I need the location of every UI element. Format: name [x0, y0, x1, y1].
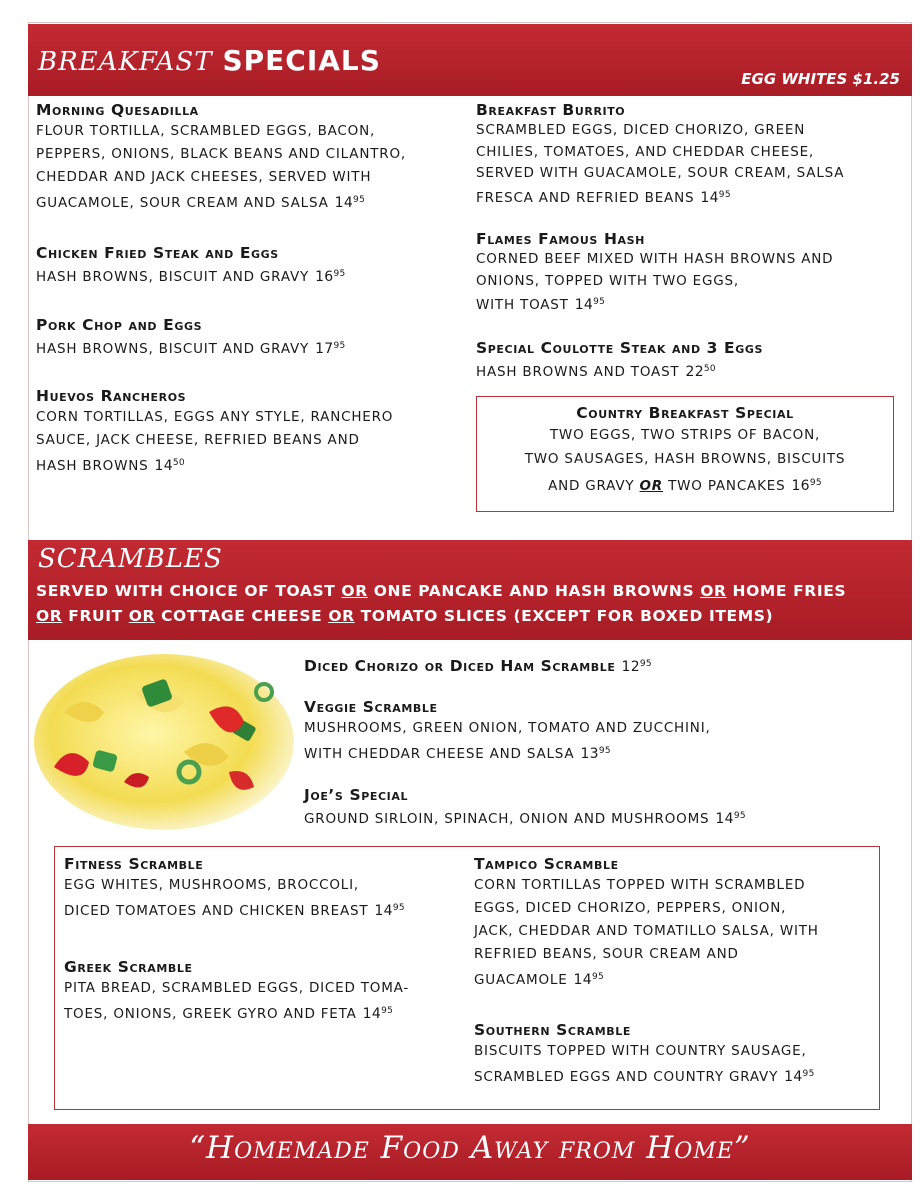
item-description: HASH BROWNS AND TOAST $22^{50}$ [476, 364, 716, 380]
item-price: $14^{95}$ [374, 903, 405, 919]
item-description: CORN TORTILLAS, EGGS ANY STYLE, RANCHERO SAUCE, JACK CHEESE, REFRIED BEANS AND HASH BROWNS $14^{50}$ [36, 409, 394, 474]
item-description: SCRAMBLED EGGS, DICED CHORIZO, GREEN CHILIES, TOMATOES, AND CHEDDAR CHEESE, SERVED WITH GUACAMOLE, SOUR CREAM, SALSA FRESCA AND REFRIED BEANS $14^{95}$ [476, 122, 845, 206]
item-name: Country Breakfast Special [576, 404, 794, 422]
item-name: Special Coulotte Steak and 3 Eggs [476, 339, 764, 357]
item-description: PITA BREAD, SCRAMBLED EGGS, DICED TOMA- TOES, ONIONS, GREEK GYRO AND FETA $14^{95}$ [64, 980, 410, 1022]
menu-item-tampico-scramble [474, 854, 819, 992]
item-description: HASH BROWNS, BISCUIT AND GRAVY $17^{95}$ [36, 341, 346, 357]
slogan: “Homemade Food Away from Home” [189, 1130, 751, 1166]
item-price: $14^{95}$ [334, 195, 366, 211]
item-price: $22^{50}$ [685, 364, 716, 380]
country-breakfast-special-box [476, 396, 894, 512]
scramble-food-photo [34, 652, 296, 832]
item-price: $14^{95}$ [573, 972, 605, 988]
item-name: Breakfast Burrito [476, 101, 626, 119]
menu-item-chicken-fried-steak [36, 243, 346, 289]
menu-item-morning-quesadilla [36, 100, 406, 215]
slogan-band [28, 1124, 912, 1180]
breakfast-specials-title: BREAKFAST SPECIALS [38, 44, 381, 77]
scrambles-subtitle-line-2: OR FRUIT OR COTTAGE CHEESE OR TOMATO SLICES (EXCEPT FOR BOXED ITEMS) [36, 607, 774, 625]
item-description: BISCUITS TOPPED WITH COUNTRY SAUSAGE, SCRAMBLED EGGS AND COUNTRY GRAVY $14^{95}$ [474, 1043, 815, 1085]
item-name: Huevos Rancheros [36, 387, 187, 405]
item-name: Fitness Scramble [64, 855, 204, 873]
item-description: GROUND SIRLOIN, SPINACH, ONION AND MUSHROOMS $14^{95}$ [304, 811, 746, 827]
item-name: Morning Quesadilla [36, 101, 199, 119]
item-name: Veggie Scramble [304, 698, 438, 716]
scrambles-title: SCRAMBLES [38, 544, 223, 574]
menu-item-coulotte-steak [476, 338, 763, 384]
menu-item-southern-scramble [474, 1020, 815, 1089]
menu-item-huevos-rancheros [36, 386, 393, 478]
item-price: $14^{95}$ [574, 297, 606, 313]
item-description: CORNED BEEF MIXED WITH HASH BROWNS AND ONIONS, TOPPED WITH TWO EGGS, WITH TOAST $14^{95}$ [476, 251, 834, 313]
item-description: FLOUR TORTILLA, SCRAMBLED EGGS, BACON, PEPPERS, ONIONS, BLACK BEANS AND CILANTRO, CHEDDAR AND JACK CHEESES, SERVED WITH GUACAMOLE, SOUR CREAM AND SALSA $14^{95}$ [36, 123, 406, 211]
item-description: HASH BROWNS, BISCUIT AND GRAVY $16^{95}$ [36, 269, 346, 285]
menu-item-greek-scramble [64, 957, 409, 1026]
item-price: $14^{95}$ [715, 811, 746, 827]
menu-item-flames-famous-hash [476, 229, 833, 317]
item-description: MUSHROOMS, GREEN ONION, TOMATO AND ZUCCHINI, WITH CHEDDAR CHEESE AND SALSA $13^{95}$ [304, 720, 711, 762]
item-price: $17^{95}$ [315, 341, 346, 357]
item-name: Flames Famous Hash [476, 230, 645, 248]
item-price: $14^{95}$ [700, 189, 731, 206]
egg-whites-note: EGG WHITES $1.25 [741, 70, 900, 88]
scrambles-subtitle-line-1: SERVED WITH CHOICE OF TOAST OR ONE PANCAKE AND HASH BROWNS OR HOME FRIES [36, 582, 847, 600]
item-description: TWO EGGS, TWO STRIPS OF BACON, TWO SAUSAGES, HASH BROWNS, BISCUITS AND GRAVY OR TWO PANCAKES $16^{95}$ [524, 427, 846, 494]
item-name: Tampico Scramble [474, 855, 619, 873]
menu-item-breakfast-burrito [476, 100, 844, 209]
item-description: CORN TORTILLAS TOPPED WITH SCRAMBLED EGGS, DICED CHORIZO, PEPPERS, ONION, JACK, CHEDDAR AND TOMATILLO SALSA, WITH REFRIED BEANS, SOUR CREAM AND GUACAMOLE $14^{95}$ [474, 877, 819, 988]
breakfast-specials-header [28, 24, 912, 96]
item-price: $14^{50}$ [154, 458, 185, 474]
item-name: Pork Chop and Eggs [36, 316, 203, 334]
item-price: $16^{95}$ [791, 478, 822, 494]
item-price: $12^{95}$ [621, 659, 652, 675]
item-name: Greek Scramble [64, 958, 193, 976]
menu-item-joes-special [304, 785, 746, 831]
item-price: $14^{95}$ [784, 1069, 815, 1085]
item-description: EGG WHITES, MUSHROOMS, BROCCOLI, DICED TOMATOES AND CHICKEN BREAST $14^{95}$ [64, 877, 405, 919]
item-price: $13^{95}$ [580, 746, 611, 762]
menu-item-pork-chop [36, 315, 346, 361]
item-name: Chicken Fried Steak and Eggs [36, 244, 279, 262]
item-name: Diced Chorizo or Diced Ham Scramble $12^{95}$ [304, 657, 652, 675]
menu-item-veggie-scramble [304, 697, 711, 766]
menu-item-fitness-scramble [64, 854, 405, 923]
item-price: $14^{95}$ [362, 1006, 394, 1022]
scrambles-header [28, 540, 912, 640]
item-name: Joe’s Special [304, 786, 409, 804]
item-name: Southern Scramble [474, 1021, 632, 1039]
item-price: $16^{95}$ [315, 269, 346, 285]
menu-item-chorizo-ham-scramble [304, 654, 652, 677]
